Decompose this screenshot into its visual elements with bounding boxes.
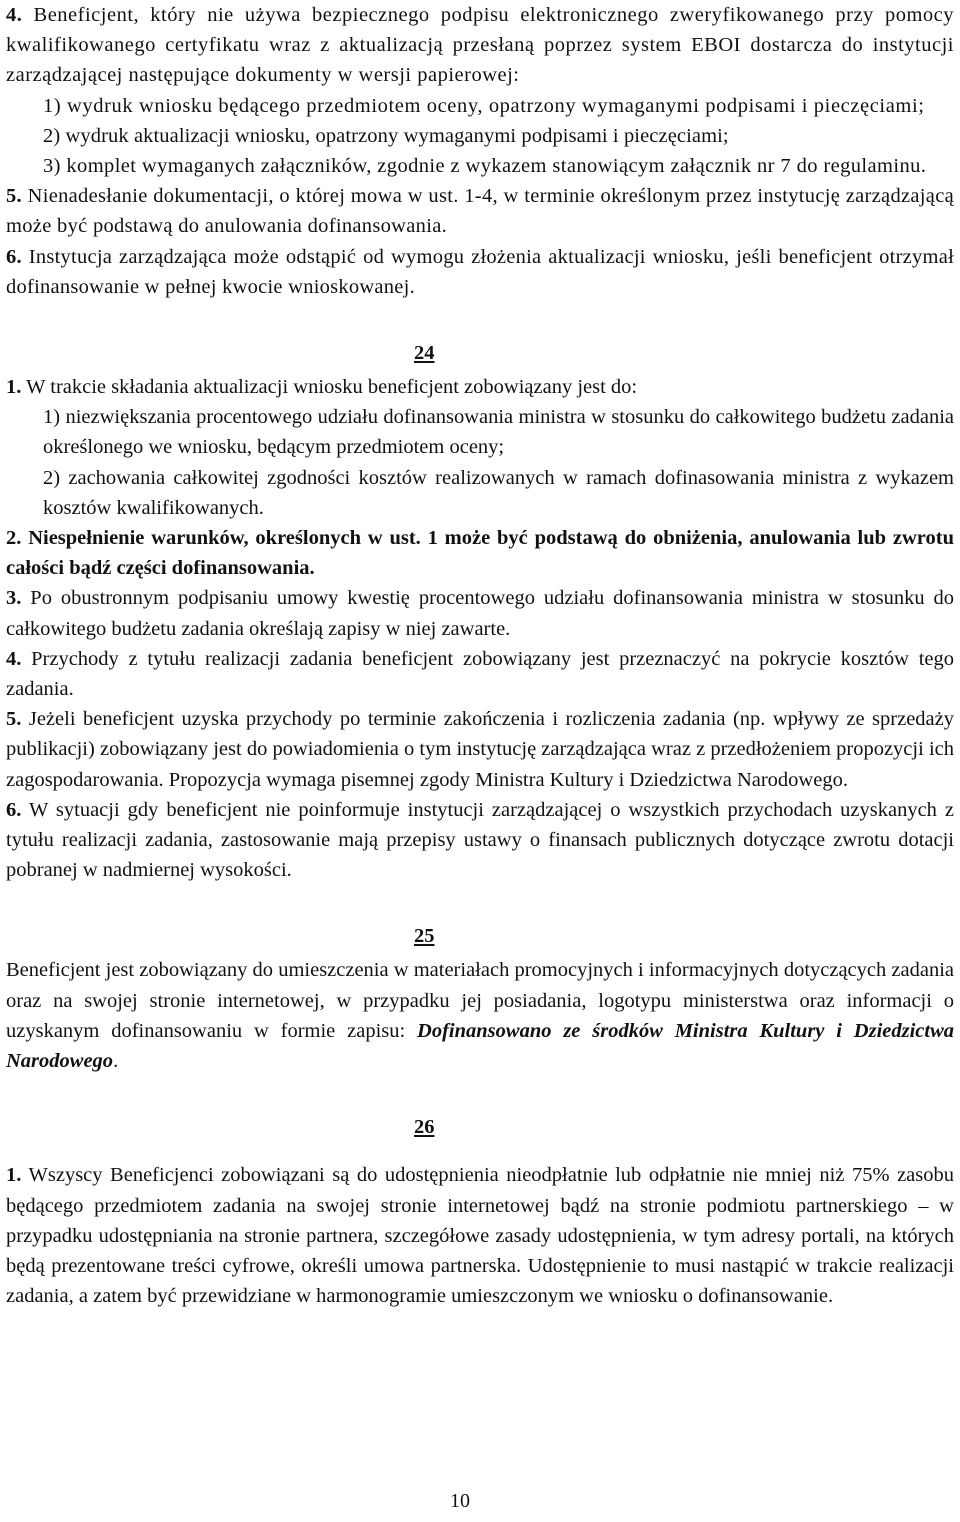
paragraph-6 bbox=[6, 242, 954, 302]
paragraph-end: . bbox=[113, 1050, 119, 1073]
list-item: 3) komplet wymaganych załączników, zgodnie z wykazem stanowiącym załącznik nr 7 do regulaminu. bbox=[43, 155, 927, 178]
list-item: 2) wydruk aktualizacji wniosku, opatrzony wymaganymi podpisami i pieczęciami; bbox=[43, 124, 729, 147]
paragraph-number: 1. bbox=[6, 376, 22, 399]
section-heading: 26 bbox=[414, 1116, 435, 1139]
paragraph-text: W sytuacji gdy beneficjent nie poinformuje instytucji zarządzającej o wszystkich przychodach uzyskanych z tytułu realizacji zadania, zastosowanie mają przepisy ustawy o finansach publicznych dotyczące zwrotu dotacji pobranej w nadmiernej wysokości. bbox=[6, 798, 954, 882]
paragraph-number: 5. bbox=[6, 708, 22, 731]
paragraph-text: Nienadesłanie dokumentacji, o której mowa w ust. 1-4, w terminie określonym przez instytucję zarządzającą może być podstawą do anulowania dofinansowania. bbox=[6, 185, 954, 238]
section-26-paragraph-1 bbox=[6, 1160, 954, 1311]
list-item: 2) zachowania całkowitej zgodności kosztów realizowanych w ramach dofinasowania ministra z wykazem kosztów kwalifikowanych. bbox=[43, 466, 954, 519]
paragraph-text: Po obustronnym podpisaniu umowy kwestię procentowego udziału dofinansowania ministra w stosunku do całkowitego budżetu zadania określają zapisy w niej zawarte. bbox=[6, 587, 954, 640]
paragraph-text: Przychody z tytułu realizacji zadania beneficjent zobowiązany jest przeznaczyć na pokrycie kosztów tego zadania. bbox=[6, 647, 955, 701]
paragraph-text: Jeżeli beneficjent uzyska przychody po terminie zakończenia i rozliczenia zadania (np. wpływy ze sprzedaży publikacji) zobowiązany jest do powiadomienia o tym instytucję zarządzająca wraz z przedłożeniem propozycji ich zagospodarowania. Propozycja wymaga pisemnej zgody Ministra Kultury i Dziedzictwa Narodowego. bbox=[6, 708, 954, 791]
page-number: 10 bbox=[450, 1490, 470, 1512]
paragraph-4 bbox=[6, 0, 954, 91]
list-item: 1) niezwiększania procentowego udziału dofinansowania ministra w stosunku do całkowitego budżetu zadania określonego we wniosku, będącym przedmiotem oceny; bbox=[43, 406, 954, 459]
list-item: 1) wydruk wniosku będącego przedmiotem oceny, opatrzony wymaganymi podpisami i pieczęciami; bbox=[43, 94, 925, 117]
paragraph-text: Niespełnienie warunków, określonych w ust. 1 może być podstawą do obniżenia, anulowania lub zwrotu całości bądź części dofinansowania. bbox=[6, 527, 954, 580]
document-page bbox=[6, 0, 954, 1311]
section-24-paragraph-1 bbox=[6, 372, 954, 402]
paragraph-number: 6. bbox=[6, 245, 22, 268]
section-24-paragraph-4 bbox=[6, 644, 954, 704]
paragraph-5 bbox=[6, 181, 954, 241]
paragraph-number: 4. bbox=[6, 647, 22, 670]
paragraph-number: 2. bbox=[6, 527, 22, 550]
paragraph-number: 4. bbox=[6, 4, 23, 26]
paragraph-text: Beneficjent, który nie używa bezpiecznego podpisu elektronicznego zweryfikowanego przy pomocy kwalifikowanego certyfikatu wraz z aktualizacją przesłaną poprzez system EBOI dostarcza do instytucji zarządzającej następujące dokumenty w wersji papierowej: bbox=[6, 4, 955, 87]
section-heading: 24 bbox=[414, 342, 435, 365]
section-25-paragraph bbox=[6, 955, 954, 1076]
paragraph-text: W trakcie składania aktualizacji wniosku beneficjent zobowiązany jest do: bbox=[26, 376, 638, 399]
paragraph-number: 1. bbox=[6, 1164, 22, 1187]
section-24-paragraph-6 bbox=[6, 795, 954, 886]
paragraph-text: Beneficjent jest zobowiązany do umieszczenia w materiałach promocyjnych i informacyjnych dotyczących zadania oraz na swojej stronie internetowej, w przypadku jej posiadania, logotypu ministerstwa oraz informacji o uzyskanym dofinansowaniu w formie zapisu: bbox=[6, 959, 954, 1042]
paragraph-text: Instytucja zarządzająca może odstąpić od wymogu złożenia aktualizacji wniosku, jeśli beneficjent otrzymał dofinansowanie w pełnej kwocie wnioskowanej. bbox=[6, 245, 955, 298]
section-24-paragraph-5 bbox=[6, 704, 954, 795]
paragraph-number: 5. bbox=[6, 185, 22, 208]
section-heading: 25 bbox=[414, 925, 435, 948]
paragraph-number: 6. bbox=[6, 798, 22, 821]
funding-notice: Dofinansowano ze środków Ministra Kultury i Dziedzictwa Narodowego bbox=[6, 1019, 954, 1073]
section-24-paragraph-3 bbox=[6, 583, 954, 643]
paragraph-number: 3. bbox=[6, 587, 22, 610]
paragraph-text: Wszyscy Beneficjenci zobowiązani są do udostępnienia nieodpłatnie lub odpłatnie nie mniej niż 75% zasobu będącego przedmiotem zadania na swojej stronie internetowej bądź na stronie podmiotu partnerskiego – w przypadku udostępniania na stronie partnera, szczegółowe zasady udostępnienia, w tym adresy portali, na których będą prezentowane treści cyfrowe, określi umowa partnerska. Udostępnienie to musi nastąpić w trakcie realizacji zadania, a zatem być przewidziane w harmonogramie umieszczonym we wniosku o dofinansowanie. bbox=[6, 1164, 954, 1308]
section-24-paragraph-2 bbox=[6, 523, 954, 583]
